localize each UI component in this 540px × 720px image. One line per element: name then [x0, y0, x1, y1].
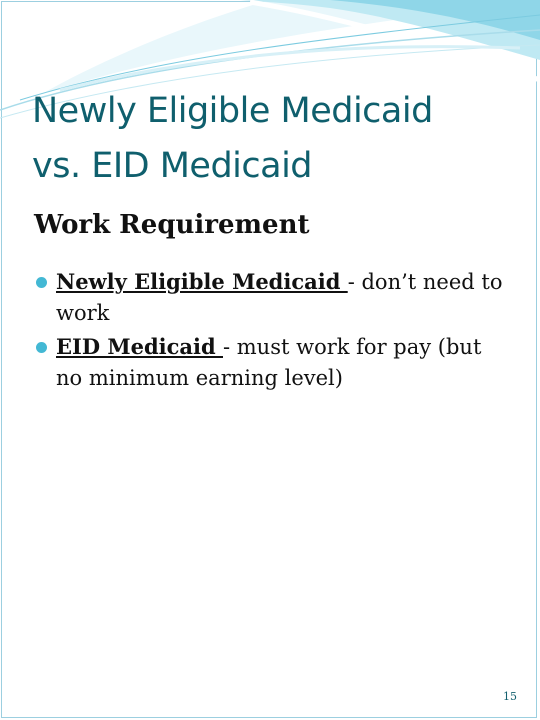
- title-line-1: Newly Eligible Medicaid: [32, 91, 433, 131]
- bullet-text: - must work for pay (but no minimum earning level): [56, 335, 482, 390]
- bullet-dot-icon: [36, 277, 47, 288]
- bullet-text: - don’t need to work: [56, 270, 503, 325]
- bullet-list: [36, 266, 506, 396]
- slide-subtitle: Work Requirement: [34, 210, 310, 240]
- bullet-dot-icon: [36, 342, 47, 353]
- bullet-term: Newly Eligible Medicaid: [56, 269, 348, 294]
- title-line-2: vs. EID Medicaid: [32, 146, 313, 186]
- bullet-item: [36, 266, 506, 329]
- bullet-item: [36, 331, 506, 394]
- page-number: 15: [503, 690, 517, 703]
- slide-title: [32, 84, 512, 194]
- bullet-term: EID Medicaid: [56, 334, 223, 359]
